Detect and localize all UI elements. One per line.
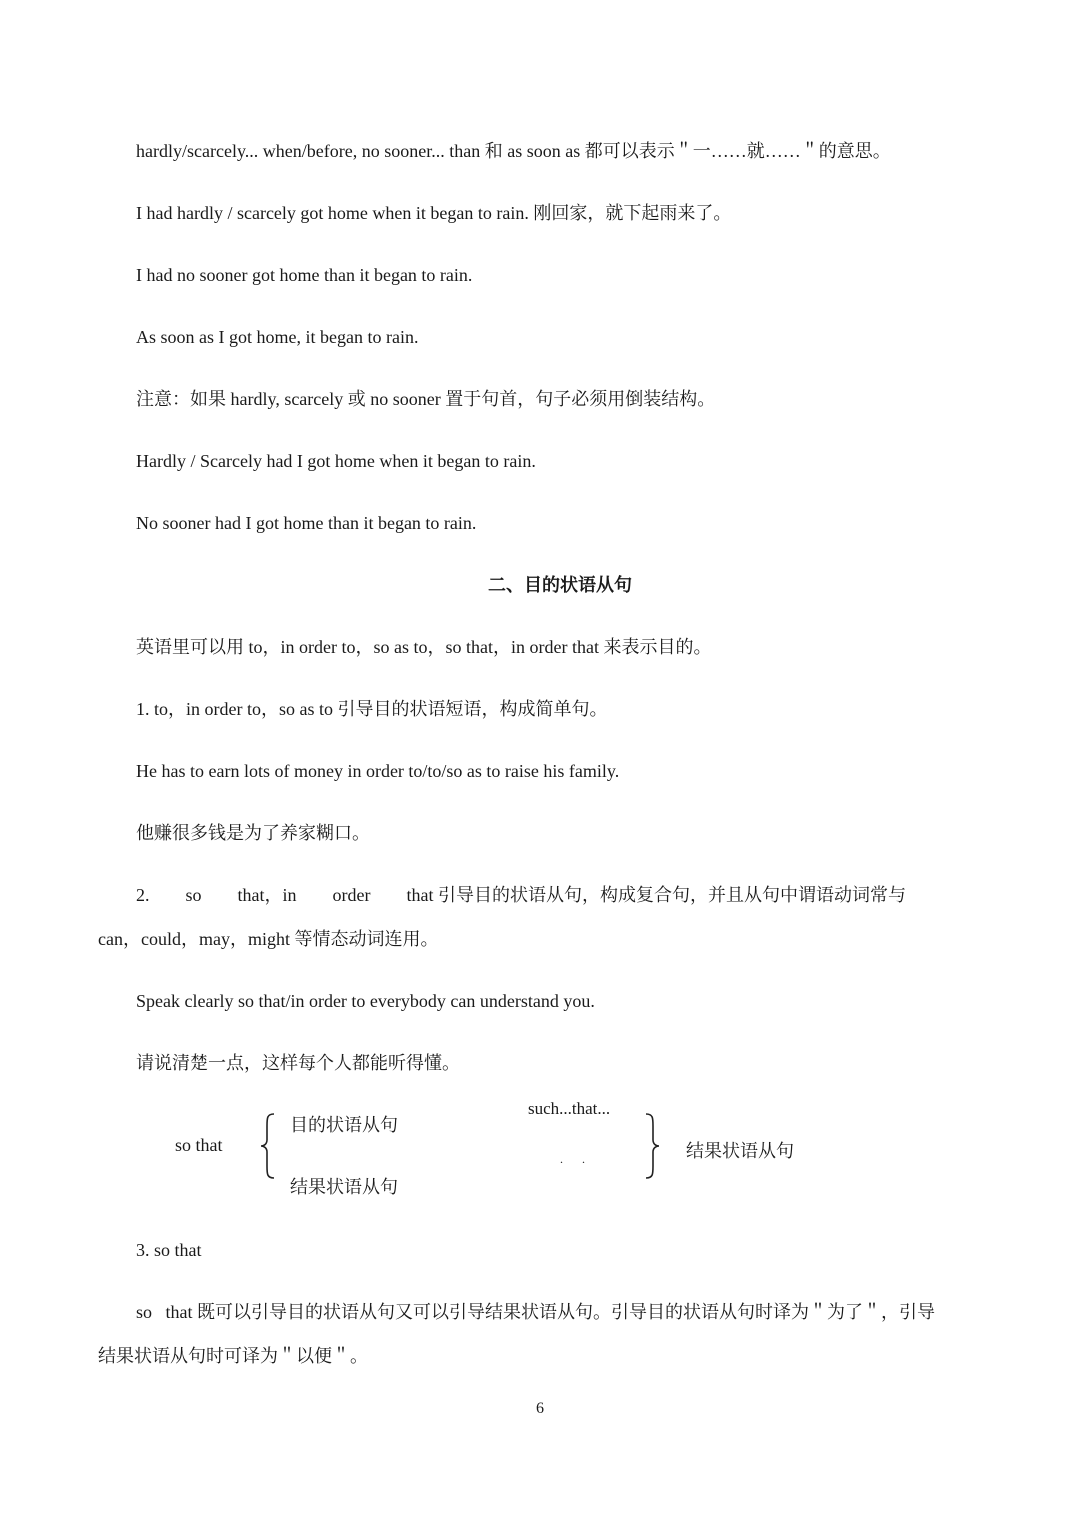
diagram-so-that-label: so that [175, 1135, 223, 1155]
rule-3: 3. so that [136, 1240, 202, 1260]
example-raise-family: He has to earn lots of money in order to/to/so as to raise his family. [136, 761, 620, 781]
diagram-such-that: such...that... [528, 1099, 611, 1118]
note-inversion: 注意：如果 hardly, scarcely 或 no sooner 置于句首，句子必须用倒装结构。 [136, 389, 716, 409]
diagram-right-label: 结果状语从句 [686, 1141, 794, 1161]
paragraph-hardly-scarcely: hardly/scarcely... when/before, no sooner... than 和 as soon as 都可以表示＂一……就……＂的意思。 [136, 141, 891, 161]
rule-2-line-2: can，could，may，might 等情态动词连用。 [98, 929, 439, 949]
left-brace-icon [258, 1112, 278, 1180]
paragraph-purpose-intro: 英语里可以用 to，in order to，so as to，so that，in order that 来表示目的。 [136, 637, 712, 657]
example-inverted-hardly: Hardly / Scarcely had I got home when it began to rain. [136, 451, 536, 471]
rule-3-explanation-line-2: 结果状语从句时可译为＂以便＂。 [98, 1346, 368, 1366]
diagram-dots: . . [560, 1152, 593, 1166]
diagram-bottom-item: 结果状语从句 [290, 1177, 398, 1197]
example-as-soon-as: As soon as I got home, it began to rain. [136, 327, 419, 347]
right-brace-icon [642, 1112, 662, 1180]
diagram-top-item: 目的状语从句 [290, 1115, 398, 1135]
rule-2-line-1: 2. so that，in order that 引导目的状语从句，构成复合句，并且从句中谓语动词常与 [136, 885, 906, 905]
translation-raise-family: 他赚很多钱是为了养家糊口。 [136, 823, 370, 843]
translation-speak-clearly: 请说清楚一点，这样每个人都能听得懂。 [136, 1053, 460, 1073]
rule-3-explanation-line-1: so that 既可以引导目的状语从句又可以引导结果状语从句。引导目的状语从句时译为＂为了＂，引导 [136, 1302, 935, 1322]
example-speak-clearly: Speak clearly so that/in order to everybody can understand you. [136, 991, 595, 1011]
example-no-sooner: I had no sooner got home than it began to rain. [136, 265, 473, 285]
section-heading: 二、目的状语从句 [488, 575, 632, 595]
page-number: 6 [536, 1400, 544, 1417]
example-inverted-no-sooner: No sooner had I got home than it began to rain. [136, 513, 477, 533]
rule-1: 1. to，in order to，so as to 引导目的状语短语，构成简单句。 [136, 699, 608, 719]
example-hardly-when: I had hardly / scarcely got home when it began to rain. 刚回家，就下起雨来了。 [136, 203, 732, 223]
